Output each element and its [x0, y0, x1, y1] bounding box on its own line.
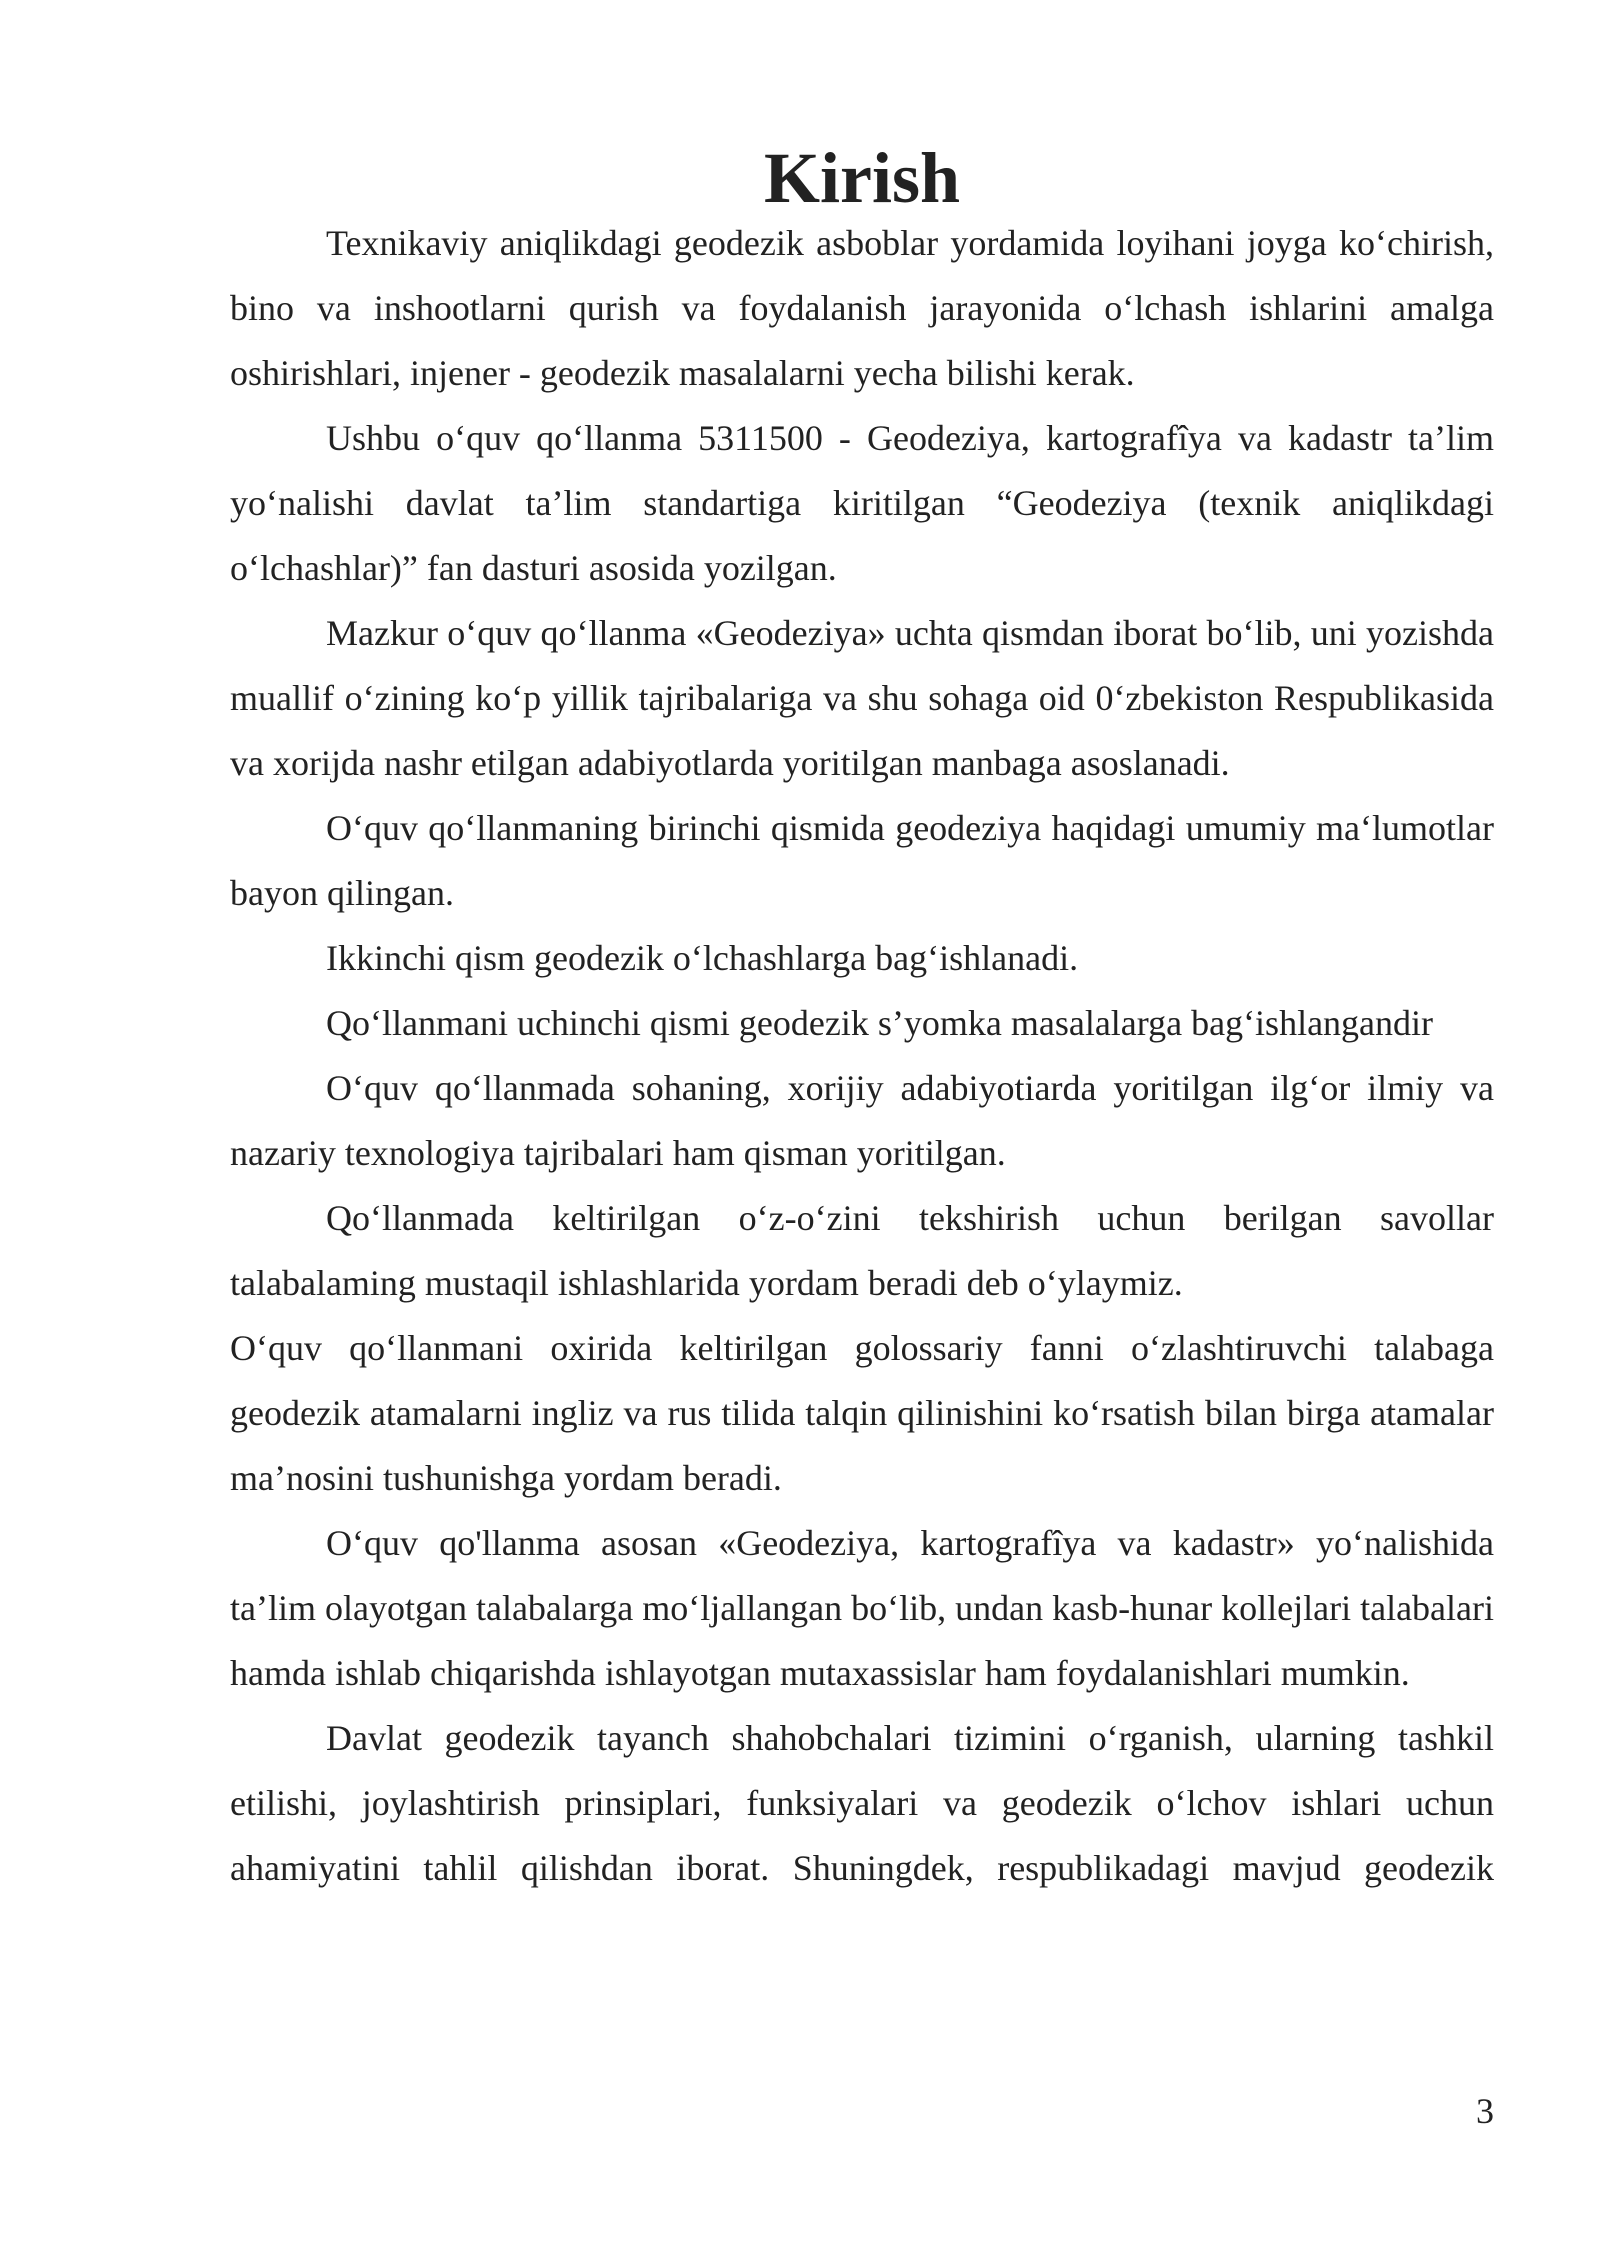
- paragraph: Ushbu o‘quv qo‘llanma 5311500 - Geodeziya, kartografîya va kadastr ta’lim yo‘nalishi davlat ta’lim standartiga kiritilgan “Geodeziya (texnik aniqlikdagi o‘lchashlar)” fan dasturi asosida yozilgan.: [230, 418, 1494, 588]
- paragraph: Qo‘llanmada keltirilgan o‘z-o‘zini tekshirish uchun berilgan savollar talabalaming mustaqil ishlashlarida yordam beradi deb o‘ylaymiz.: [230, 1198, 1494, 1303]
- page-content: [230, 138, 1494, 1901]
- paragraph: Mazkur o‘quv qo‘llanma «Geodeziya» uchta qismdan iborat bo‘lib, uni yozishda muallif o‘zining ko‘p yillik tajribalariga va shu sohaga oid 0‘zbekiston Respublikasida va xorijda nashr etilgan adabiyotlarda yoritilgan manbaga asoslanadi.: [230, 613, 1494, 783]
- paragraph: O‘quv qo‘llanmada sohaning, xorijiy adabiyotiarda yoritilgan ilg‘or ilmiy va nazariy texnologiya tajribalari ham qisman yoritilgan.: [230, 1068, 1494, 1173]
- paragraph: Ikkinchi qism geodezik o‘lchashlarga bag‘ishlanadi.: [326, 938, 1079, 978]
- paragraph: O‘quv qo'llanma asosan «Geodeziya, kartografîya va kadastr» yo‘nalishida ta’lim olayotgan talabalarga mo‘ljallangan bo‘lib, undan kasb-hunar kollejlari talabalari hamda ishlab chiqarishda ishlayotgan mutaxassislar ham foydalanishlari mumkin.: [230, 1523, 1494, 1693]
- paragraph: O‘quv qo‘llanmaning birinchi qismida geodeziya haqidagi umumiy ma‘lumotlar bayon qilingan.: [230, 808, 1494, 913]
- paragraph: Texnikaviy aniqlikdagi geodezik asboblar yordamida loyihani joyga ko‘chirish, bino va inshootlarni qurish va foydalanish jarayonida o‘lchash ishlarini amalga oshirishlari, injener - geodezik masalalarni yecha bilishi kerak.: [230, 223, 1494, 393]
- section-title: Kirish: [763, 138, 961, 218]
- paragraph: Davlat geodezik tayanch shahobchalari tizimini o‘rganish, ularning tashkil etilishi, joylashtirish prinsiplari, funksiyalari va geodezik o‘lchov ishlari uchun ahamiyatini tahlil qilishdan iborat. Shuningdek, respublikadagi mavjud geodezik: [230, 1718, 1494, 1888]
- page-number: 3: [1476, 2091, 1494, 2131]
- paragraph: Qo‘llanmani uchinchi qismi geodezik s’yomka masalalarga bag‘ishlangandir: [326, 1003, 1434, 1043]
- paragraph: O‘quv qo‘llanmani oxirida keltirilgan golossariy fanni o‘zlashtiruvchi talabaga geodezik atamalarni ingliz va rus tilida talqin qilinishini ko‘rsatish bilan birga atamalar ma’nosini tushunishga yordam beradi.: [230, 1328, 1494, 1498]
